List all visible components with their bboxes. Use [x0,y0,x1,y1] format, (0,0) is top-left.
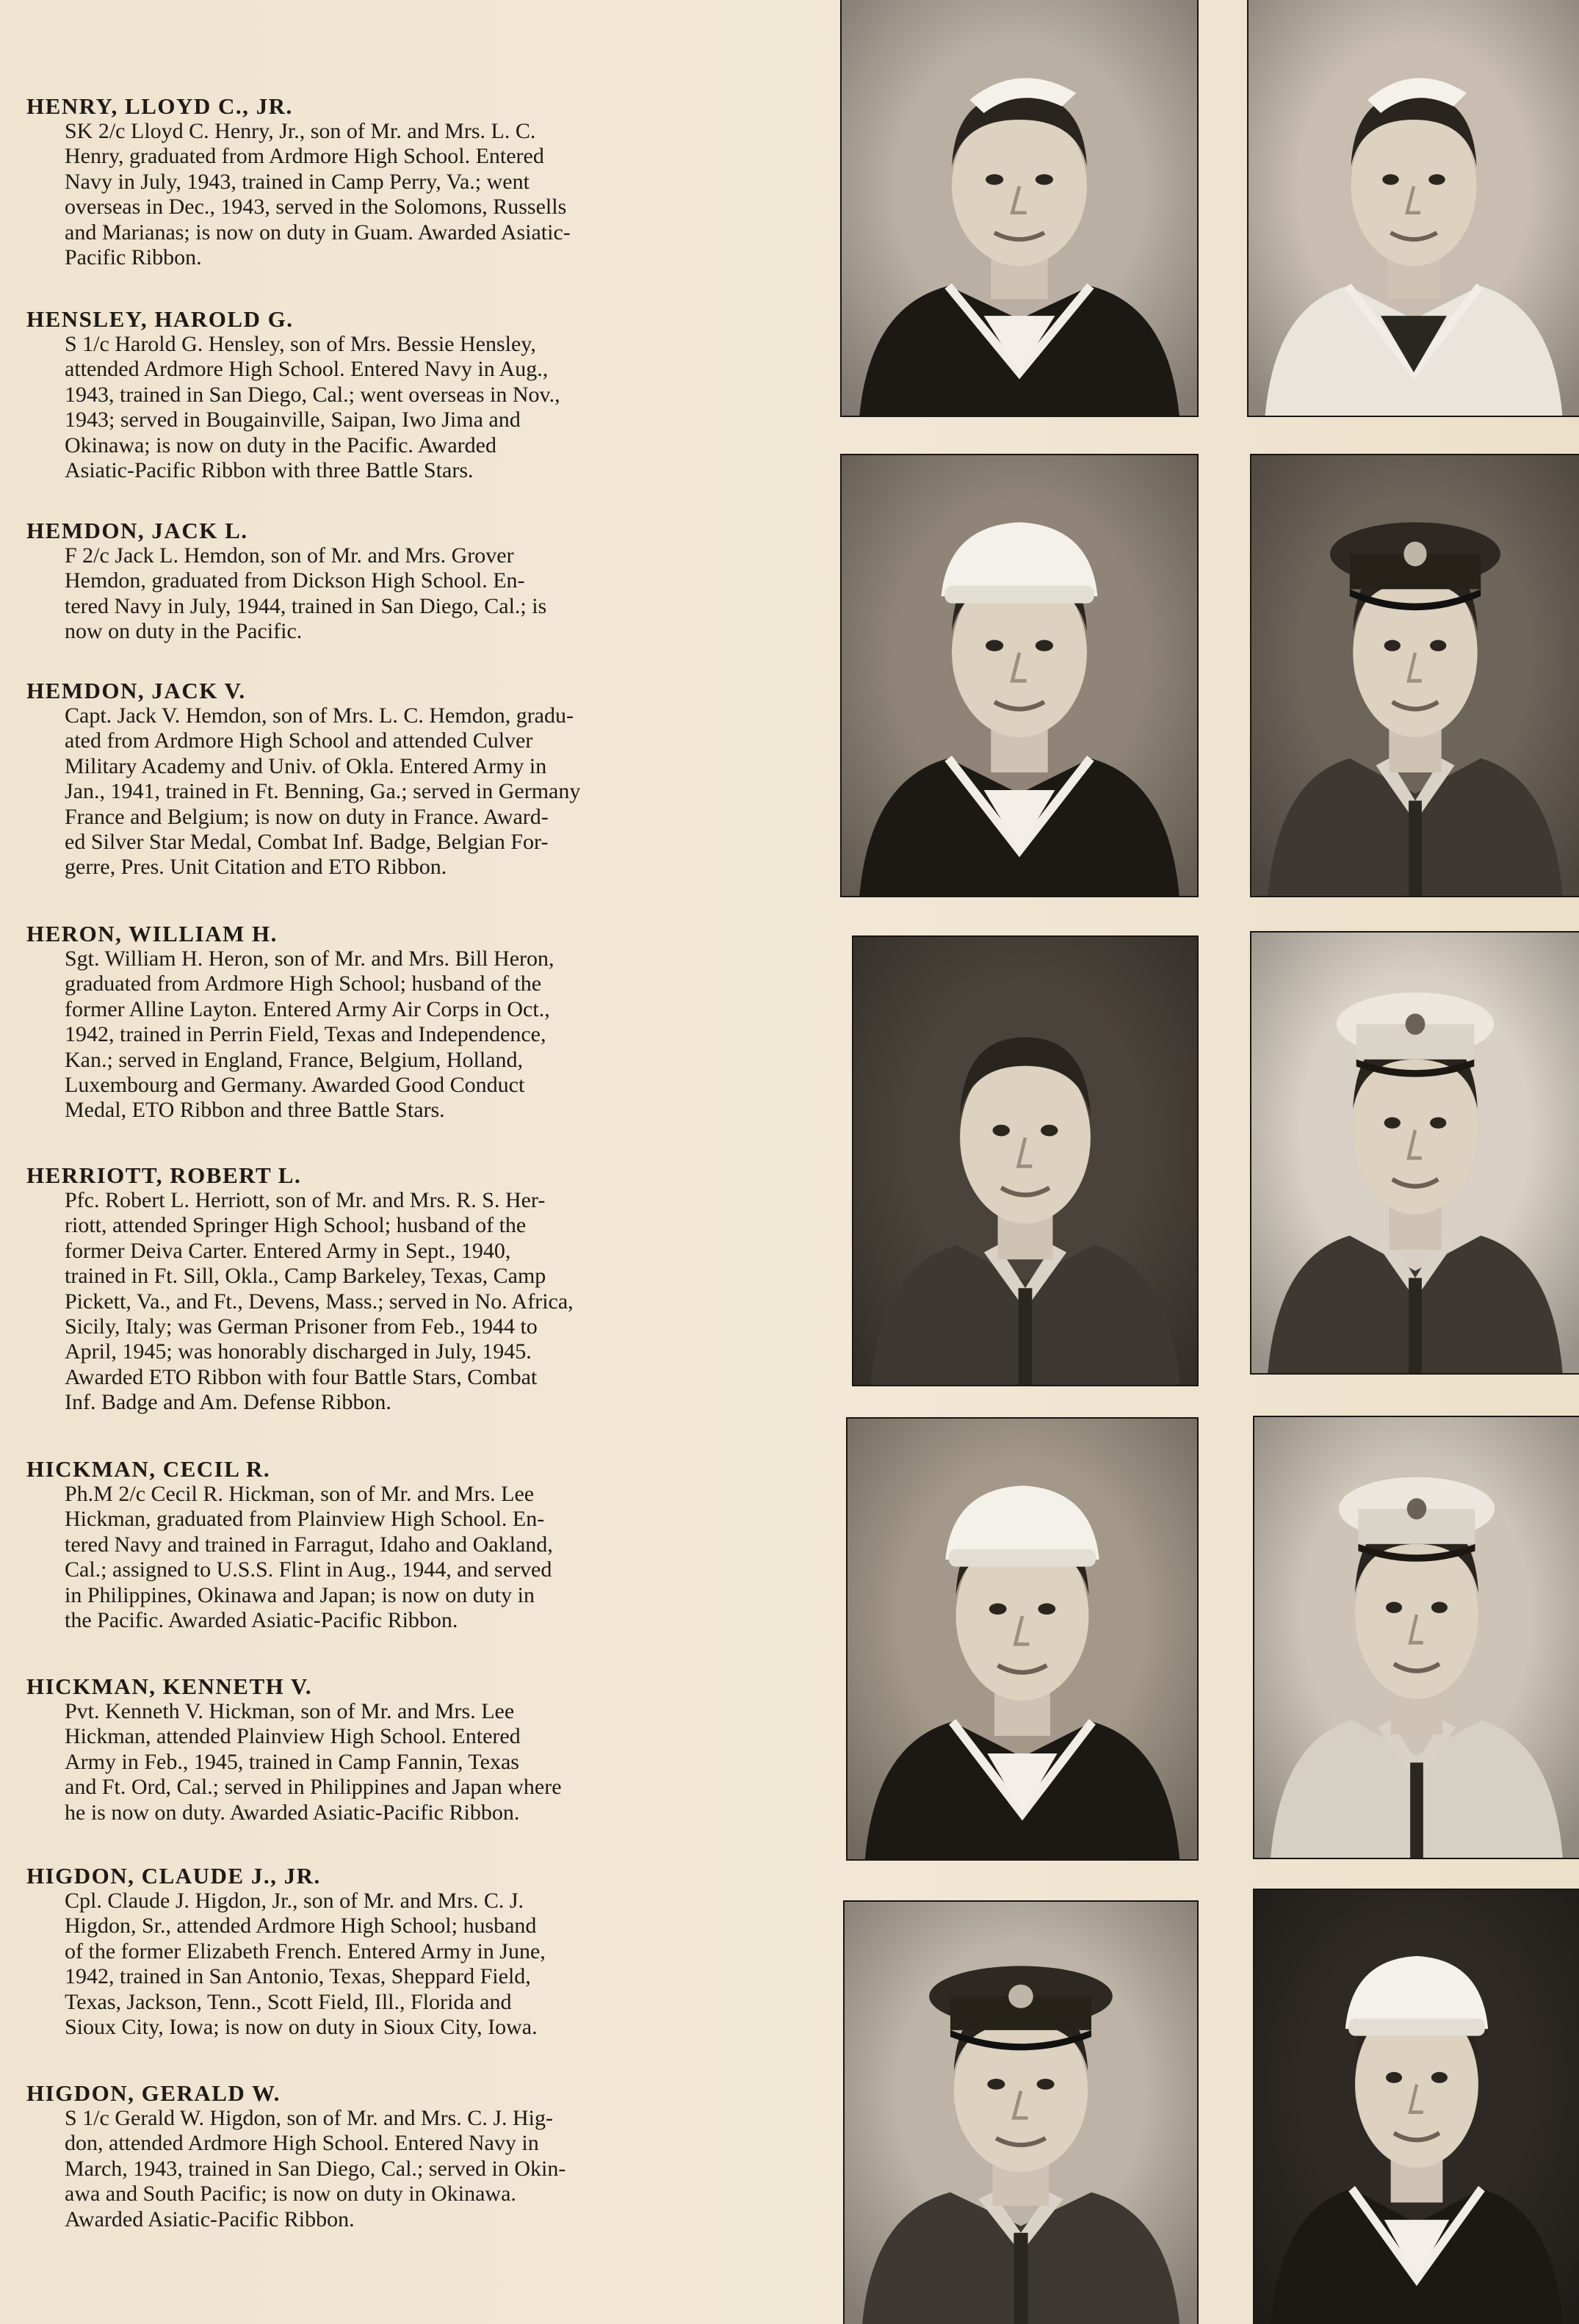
entry-hensley [26,307,768,483]
entry-name: HENSLEY, HAROLD G. [26,306,294,332]
entry-name: HERON, WILLIAM H. [26,921,278,946]
portrait-hemdon-jack-l [842,455,1197,896]
entry-name: HICKMAN, KENNETH V. [26,1673,313,1699]
entry-name: HIGDON, CLAUDE J., JR. [26,1863,321,1889]
entry-name: HICKMAN, CECIL R. [26,1456,271,1482]
entry-hickman-kenneth [26,1674,768,1825]
portrait-henry [842,0,1197,416]
entry-bio: Sgt. William H. Heron, son of Mr. and Mrs. Bill Heron, graduated from Ardmore High School; husband of the former Alline Layton. Entered Army Air Corps in Oct., 1942, trained in Perrin Field, Texas and Independence, Kan.; served in England, France, Belgium, Holland, Luxembourg and Germany. Awarded Good Conduct Medal, ETO Ribbon and three Battle Stars. [65,946,554,1123]
portrait-art [1251,933,1579,1373]
portrait-art [842,0,1197,416]
entry-name: HEMDON, JACK V. [26,678,246,703]
portrait-hickman-cecil [848,1419,1197,1859]
entry-herriott [26,1163,768,1416]
portrait-art [1249,0,1579,416]
entry-bio: Pfc. Robert L. Herriott, son of Mr. and Mrs. R. S. Her- riott, attended Springer High School; husband of the former Deiva Carter. Entered Army in Sept., 1940, trained in Ft. Sill, Okla., Camp Barkeley, Texas, Camp Pickett, Va., and Ft., Devens, Mass.; served in No. Africa, Sicily, Italy; was German Prisoner from Feb., 1944 to April, 1945; was honorably discharged in July, 1945. Awarded ETO Ribbon with four Battle Stars, Combat Inf. Badge and Am. Defense Ribbon. [65,1188,574,1415]
entry-bio: S 1/c Harold G. Hensley, son of Mrs. Bessie Hensley, attended Ardmore High School. Entered Navy in Aug., 1943, trained in San Diego, Cal.; went overseas in Nov., 1943; served in Bougainville, Saipan, Iwo Jima and Okinawa; is now on duty in the Pacific. Awarded Asiatic-Pacific Ribbon with three Battle Stars. [65,332,560,483]
portrait-higdon-gerald [1254,1890,1579,2324]
entry-bio: Cpl. Claude J. Higdon, Jr., son of Mr. and Mrs. C. J. Higdon, Sr., attended Ardmore High School; husband of the former Elizabeth French. Entered Army in June, 1942, trained in San Antonio, Texas, Sheppard Field, Texas, Jackson, Tenn., Scott Field, Ill., Florida and Sioux City, Iowa; is now on duty in Sioux City, Iowa. [65,1889,546,2040]
portrait-art [1251,455,1579,896]
portrait-higdon-claude [845,1902,1197,2324]
entry-name: HENRY, LLOYD C., JR. [26,93,293,119]
entry-bio: Ph.M 2/c Cecil R. Hickman, son of Mr. and Mrs. Lee Hickman, graduated from Plainview High School. En- tered Navy and trained in Farragut, Idaho and Oakland, Cal.; assigned to U.S.S. Flint in Aug., 1944, and served in Philippines, Okinawa and Japan; is now on duty in the Pacific. Awarded Asiatic-Pacific Ribbon. [65,1482,553,1633]
entry-name: HEMDON, JACK L. [26,518,248,543]
entry-bio: Capt. Jack V. Hemdon, son of Mrs. L. C. Hemdon, gradu- ated from Ardmore High School and attended Culver Military Academy and Univ. of Okla. Entered Army in Jan., 1941, trained in Ft. Benning, Ga.; served in Germany France and Belgium; is now on duty in France. Award- ed Silver Star Medal, Combat Inf. Badge, Belgian For- gerre, Pres. Unit Citation and ETO Ribbon. [65,703,581,880]
entry-hemdon-jack-l [26,518,768,645]
portrait-hickman-kenneth [1254,1417,1579,1858]
entry-name: HIGDON, GERALD W. [26,2080,281,2106]
entry-higdon-claude [26,1864,768,2040]
entry-bio: Pvt. Kenneth V. Hickman, son of Mr. and Mrs. Lee Hickman, attended Plainview High School. Entered Army in Feb., 1945, trained in Camp Fannin, Texas and Ft. Ord, Cal.; served in Philippines and Japan where he is now on duty. Awarded Asiatic-Pacific Ribbon. [65,1699,562,1825]
portrait-art [1254,1417,1579,1858]
entry-heron [26,922,768,1123]
portrait-hemdon-jack-v [1251,455,1579,896]
portrait-hensley [1249,0,1579,416]
portrait-heron [853,937,1197,1385]
entry-bio: S 1/c Gerald W. Higdon, son of Mr. and Mrs. C. J. Hig- don, attended Ardmore High School. Entered Navy in March, 1943, trained in San Diego, Cal.; served in Okin- awa and South Pacific; is now on duty in Okinawa. Awarded Asiatic-Pacific Ribbon. [65,2106,566,2231]
portrait-art [845,1902,1197,2324]
entry-hickman-cecil [26,1457,768,1633]
entry-bio: SK 2/c Lloyd C. Henry, Jr., son of Mr. and Mrs. L. C. Henry, graduated from Ardmore High School. Entered Navy in July, 1943, trained in Camp Perry, Va.; went overseas in Dec., 1943, served in the Solomons, Russells and Marianas; is now on duty in Guam. Awarded Asiatic- Pacific Ribbon. [65,119,571,270]
entry-higdon-gerald [26,2081,768,2232]
entry-henry [26,94,768,270]
entry-bio: F 2/c Jack L. Hemdon, son of Mr. and Mrs. Grover Hemdon, graduated from Dickson High School. En- tered Navy in July, 1944, trained in San Diego, Cal.; is now on duty in the Pacific. [65,543,547,644]
portrait-herriott [1251,933,1579,1373]
portrait-art [853,937,1197,1385]
portrait-art [1254,1890,1579,2324]
portrait-art [848,1419,1197,1859]
entry-hemdon-jack-v [26,678,768,880]
portrait-art [842,455,1197,896]
entry-name: HERRIOTT, ROBERT L. [26,1162,302,1188]
